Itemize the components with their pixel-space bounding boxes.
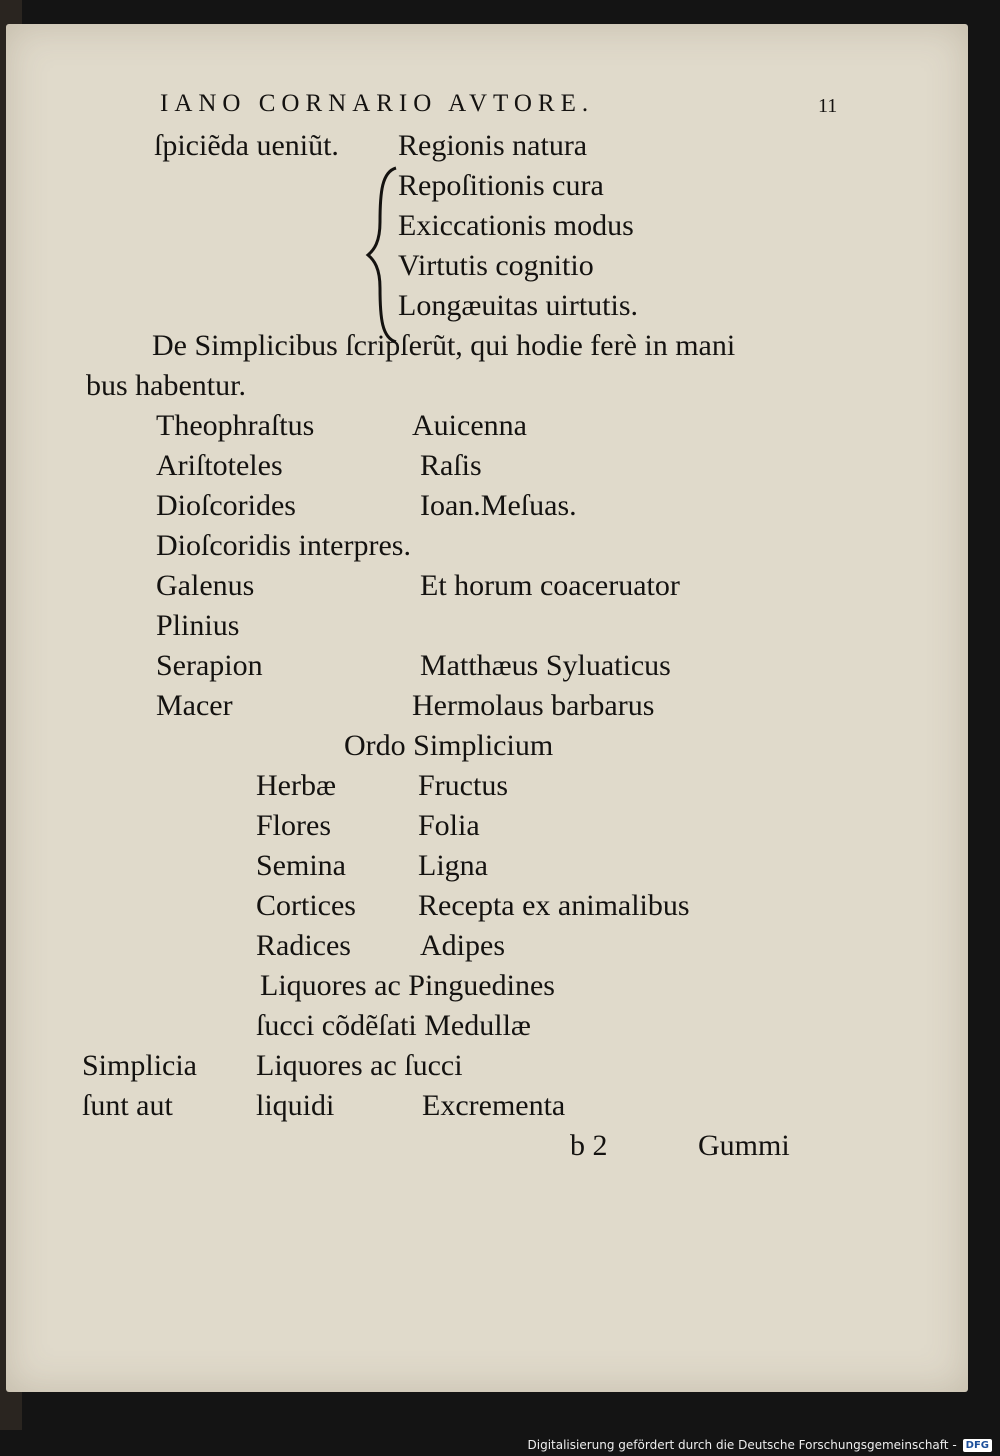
side-label: Simplicia [82, 1049, 197, 1082]
ordo-line: ſucci cõdẽſati Medullæ [256, 1009, 531, 1042]
author-right: Hermolaus barbarus [412, 689, 655, 722]
paragraph-line: De Simplicibus ſcripſerũt, qui hodie ferè in mani [152, 329, 736, 362]
author-left: Ariſtoteles [156, 449, 283, 482]
bracket-item: Virtutis cognitio [398, 249, 594, 282]
ordo-right: Recepta ex animalibus [418, 889, 690, 922]
author-left: Serapion [156, 649, 263, 682]
author-left: Dioſcorides [156, 489, 296, 522]
running-title: IANO CORNARIO AVTORE. [160, 90, 595, 117]
ordo-right: Folia [418, 809, 480, 842]
ordo-line: Liquores ac Pinguedines [260, 969, 555, 1002]
dfg-logo: DFG [963, 1439, 992, 1452]
credit-text: Digitalisierung gefördert durch die Deutsche Forschungsgemeinschaft - [527, 1438, 957, 1452]
ordo-left: Herbæ [256, 769, 336, 802]
author-left: Dioſcoridis interpres. [156, 529, 411, 562]
ordo-left: Radices [256, 929, 351, 962]
author-left: Galenus [156, 569, 255, 602]
author-right: Raſis [420, 449, 482, 482]
side-label: ſunt aut [82, 1089, 173, 1122]
signature-mark: b 2 [570, 1129, 608, 1162]
ordo-line: Liquores ac ſucci [256, 1049, 463, 1082]
ordo-line: liquidi [256, 1089, 335, 1122]
digitization-credit [528, 1438, 993, 1452]
author-right: Matthæus Syluaticus [420, 649, 671, 682]
bracket-item: Exiccationis modus [398, 209, 634, 242]
ordo-right: Adipes [420, 929, 505, 962]
ordo-line: Excrementa [422, 1089, 566, 1122]
paragraph-line: bus habentur. [86, 369, 246, 402]
author-right: Auicenna [412, 409, 527, 442]
book-page [6, 24, 968, 1392]
ordo-left: Cortices [256, 889, 356, 922]
author-left: Plinius [156, 609, 240, 642]
bracket-item: Longæuitas uirtutis. [398, 289, 638, 322]
bracket-lead-text: ſpiciẽda ueniũt. [154, 129, 339, 162]
catchword: Gummi [698, 1129, 790, 1162]
ordo-heading: Ordo Simplicium [344, 729, 554, 762]
bracket-item: Regionis natura [398, 129, 588, 162]
ordo-right: Fructus [418, 769, 508, 802]
author-left: Macer [156, 689, 233, 722]
bracket-item: Repoſitionis cura [398, 169, 604, 202]
author-left: Theophraſtus [156, 409, 315, 442]
author-right: Ioan.Meſuas. [420, 489, 577, 522]
author-right: Et horum coaceruator [420, 569, 680, 602]
folio-number: 11 [818, 95, 838, 117]
ordo-right: Ligna [418, 849, 488, 882]
ordo-left: Flores [256, 809, 331, 842]
ordo-left: Semina [256, 849, 346, 882]
